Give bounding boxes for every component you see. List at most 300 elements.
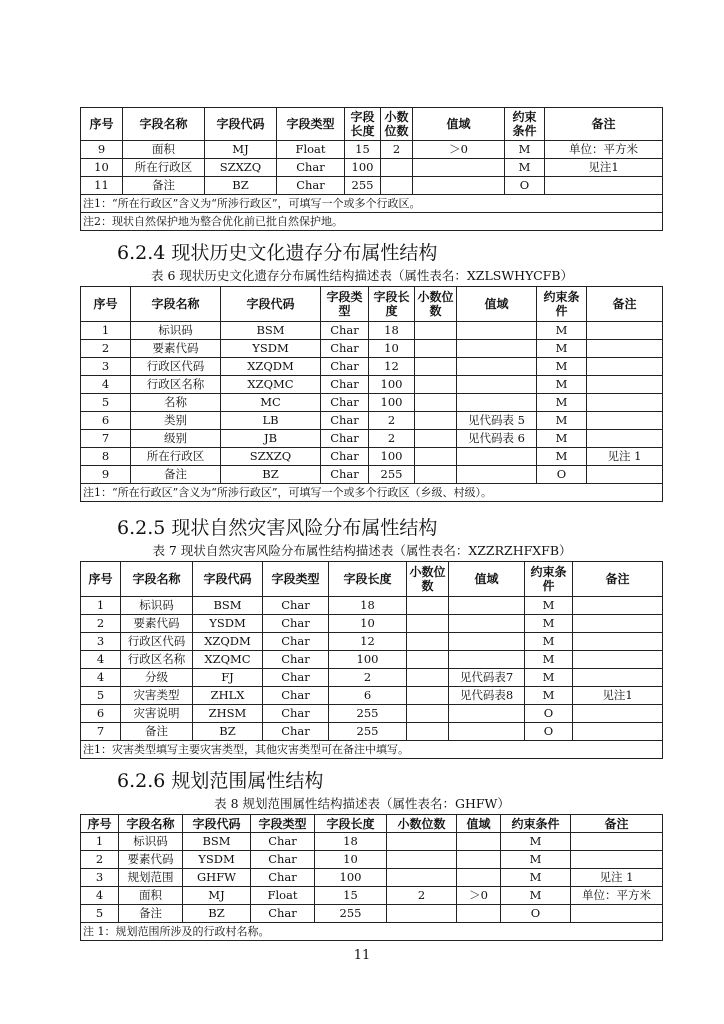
- table-cell: 单位：平方米: [545, 141, 663, 159]
- table-note: 注1：“所在行政区”含义为“所涉行政区”，可填写一个或多个行政区（乡级、村级）。: [81, 484, 663, 502]
- table-cell: [449, 723, 525, 741]
- table-note-row: [81, 741, 663, 759]
- table-cell: Char: [263, 669, 329, 687]
- table-cell: [415, 358, 457, 376]
- table-cell: [587, 322, 663, 340]
- table-cell: 所在行政区: [131, 448, 221, 466]
- table-cell: YSDM: [193, 615, 263, 633]
- table-header-cell: 小数位数: [387, 815, 457, 833]
- table-header-cell: 字段名称: [121, 562, 193, 597]
- table-row: [81, 615, 663, 633]
- table-cell: O: [525, 705, 573, 723]
- table-cell: [387, 869, 457, 887]
- table-row: [81, 723, 663, 741]
- table-cell: [587, 376, 663, 394]
- table-header-cell: 字段代码: [183, 815, 251, 833]
- table-6-header: [81, 287, 663, 322]
- table-row: [81, 376, 663, 394]
- table-cell: Char: [263, 651, 329, 669]
- table-8: [80, 814, 663, 941]
- table-cell: [545, 177, 663, 195]
- table-cell: Char: [263, 615, 329, 633]
- table-cell: M: [501, 869, 571, 887]
- table-cell: [573, 651, 663, 669]
- table-5-header: [81, 108, 663, 141]
- table-cell: [415, 340, 457, 358]
- table-cell: [387, 851, 457, 869]
- table-cell: 5: [81, 394, 131, 412]
- table-cell: M: [505, 159, 545, 177]
- table-cell: 3: [81, 358, 131, 376]
- table-note: 注 1：规划范围所涉及的行政村名称。: [81, 923, 663, 941]
- table-row: [81, 340, 663, 358]
- page-number: 11: [353, 948, 371, 963]
- table-cell: 9: [81, 141, 123, 159]
- table-cell: [407, 687, 449, 705]
- table-cell: 见代码表8: [449, 687, 525, 705]
- table-cell: Char: [321, 394, 369, 412]
- table-cell: 见注1: [545, 159, 663, 177]
- table-cell: [571, 833, 663, 851]
- table-6-caption: 表 6 现状历史文化遗存分布属性结构描述表（属性表名：XZLSWHYCFB）: [150, 268, 574, 283]
- table-cell: SZXZQ: [205, 159, 277, 177]
- table-cell: M: [537, 394, 587, 412]
- table-header-cell: 序号: [81, 108, 123, 141]
- table-row: [81, 177, 663, 195]
- table-cell: BZ: [193, 723, 263, 741]
- table-cell: 15: [315, 887, 387, 905]
- table-header-cell: 字段类型: [321, 287, 369, 322]
- table-cell: 7: [81, 723, 121, 741]
- table-cell: 3: [81, 633, 121, 651]
- table-cell: YSDM: [221, 340, 321, 358]
- table-cell: M: [501, 833, 571, 851]
- table-cell: 5: [81, 905, 119, 923]
- table-cell: Char: [263, 705, 329, 723]
- table-cell: [457, 376, 537, 394]
- table-cell: BSM: [221, 322, 321, 340]
- table-cell: 12: [329, 633, 407, 651]
- table-header-cell: 备注: [587, 287, 663, 322]
- table-cell: [449, 705, 525, 723]
- table-cell: [407, 633, 449, 651]
- table-cell: [587, 340, 663, 358]
- table-8-header: [81, 815, 663, 833]
- table-cell: [407, 705, 449, 723]
- table-row: [81, 430, 663, 448]
- table-cell: 10: [315, 851, 387, 869]
- table-header-cell: 字段长度: [329, 562, 407, 597]
- table-cell: 3: [81, 869, 119, 887]
- table-cell: M: [537, 322, 587, 340]
- table-cell: ＞0: [457, 887, 501, 905]
- table-cell: Float: [251, 887, 315, 905]
- table-cell: [587, 430, 663, 448]
- table-cell: 2: [381, 141, 413, 159]
- table-cell: [573, 669, 663, 687]
- table-cell: 255: [329, 723, 407, 741]
- table-row: [81, 633, 663, 651]
- table-note-row: [81, 213, 663, 231]
- table-8-container: [80, 814, 662, 941]
- table-cell: [573, 705, 663, 723]
- table-cell: O: [525, 723, 573, 741]
- table-note-row: [81, 484, 663, 502]
- table-row: [81, 412, 663, 430]
- table-header-cell: 序号: [81, 287, 131, 322]
- table-cell: [415, 322, 457, 340]
- table-cell: 见代码表 5: [457, 412, 537, 430]
- table-cell: GHFW: [183, 869, 251, 887]
- table-cell: Char: [321, 322, 369, 340]
- table-cell: 见注1: [573, 687, 663, 705]
- table-cell: 6: [329, 687, 407, 705]
- table-header-cell: 值域: [457, 287, 537, 322]
- table-cell: M: [525, 597, 573, 615]
- table-cell: Char: [251, 905, 315, 923]
- table-cell: 2: [387, 887, 457, 905]
- table-cell: [457, 394, 537, 412]
- table-cell: 2: [81, 851, 119, 869]
- table-header-cell: 字段代码: [193, 562, 263, 597]
- table-cell: M: [537, 430, 587, 448]
- table-header-cell: 序号: [81, 562, 121, 597]
- table-cell: 255: [369, 466, 415, 484]
- table-header-cell: 约束条件: [505, 108, 545, 141]
- table-cell: [573, 615, 663, 633]
- table-row: [81, 887, 663, 905]
- table-cell: 11: [81, 177, 123, 195]
- table-cell: XZQDM: [221, 358, 321, 376]
- table-cell: 255: [345, 177, 381, 195]
- table-cell: 18: [329, 597, 407, 615]
- table-header-cell: 字段类型: [263, 562, 329, 597]
- table-cell: [457, 466, 537, 484]
- table-cell: [407, 723, 449, 741]
- table-cell: 行政区名称: [121, 651, 193, 669]
- table-cell: M: [537, 448, 587, 466]
- table-cell: 见代码表7: [449, 669, 525, 687]
- section-heading-6-2-4: 6.2.4 现状历史文化遗存分布属性结构: [117, 242, 438, 264]
- table-cell: [457, 869, 501, 887]
- table-cell: 255: [329, 705, 407, 723]
- table-cell: BZ: [205, 177, 277, 195]
- table-cell: 100: [369, 376, 415, 394]
- table-cell: [387, 833, 457, 851]
- table-row: [81, 322, 663, 340]
- table-cell: [457, 340, 537, 358]
- table-row: [81, 705, 663, 723]
- table-cell: M: [537, 340, 587, 358]
- table-header-cell: 字段名称: [123, 108, 205, 141]
- table-cell: 100: [345, 159, 381, 177]
- table-cell: 备注: [123, 177, 205, 195]
- table-row: [81, 833, 663, 851]
- table-cell: [571, 851, 663, 869]
- table-cell: [407, 597, 449, 615]
- table-7: [80, 561, 663, 759]
- table-cell: BZ: [183, 905, 251, 923]
- table-cell: 行政区名称: [131, 376, 221, 394]
- table-cell: Char: [263, 597, 329, 615]
- table-header-cell: 字段长度: [345, 108, 381, 141]
- table-cell: M: [525, 615, 573, 633]
- table-5: [80, 107, 663, 231]
- table-6: [80, 286, 663, 502]
- table-cell: 备注: [131, 466, 221, 484]
- table-cell: Char: [321, 412, 369, 430]
- table-cell: 2: [369, 430, 415, 448]
- table-row: [81, 687, 663, 705]
- table-cell: 18: [369, 322, 415, 340]
- section-heading-6-2-6: 6.2.6 规划范围属性结构: [117, 770, 324, 792]
- table-header-cell: 值域: [413, 108, 505, 141]
- table-header-cell: 约束条件: [537, 287, 587, 322]
- table-cell: [457, 833, 501, 851]
- table-cell: [415, 430, 457, 448]
- table-cell: O: [505, 177, 545, 195]
- table-cell: LB: [221, 412, 321, 430]
- table-cell: 100: [315, 869, 387, 887]
- table-cell: 2: [81, 615, 121, 633]
- table-cell: 10: [329, 615, 407, 633]
- table-row: [81, 669, 663, 687]
- table-cell: Char: [321, 448, 369, 466]
- table-cell: Char: [263, 687, 329, 705]
- table-cell: [573, 633, 663, 651]
- table-cell: 10: [369, 340, 415, 358]
- table-header-cell: 字段长度: [369, 287, 415, 322]
- table-cell: [407, 651, 449, 669]
- table-cell: 备注: [121, 723, 193, 741]
- table-cell: M: [525, 633, 573, 651]
- table-note-row: [81, 195, 663, 213]
- table-cell: [587, 394, 663, 412]
- table-cell: 5: [81, 687, 121, 705]
- table-header-cell: 约束条件: [501, 815, 571, 833]
- table-header-cell: 约束条件: [525, 562, 573, 597]
- table-header-cell: 字段名称: [131, 287, 221, 322]
- table-cell: 4: [81, 887, 119, 905]
- table-cell: BSM: [183, 833, 251, 851]
- table-cell: MC: [221, 394, 321, 412]
- table-cell: O: [537, 466, 587, 484]
- table-row: [81, 466, 663, 484]
- table-cell: M: [525, 687, 573, 705]
- table-cell: M: [501, 851, 571, 869]
- table-note: 注1：“所在行政区”含义为“所涉行政区”，可填写一个或多个行政区。: [81, 195, 663, 213]
- table-cell: [587, 466, 663, 484]
- table-cell: Char: [321, 430, 369, 448]
- table-cell: M: [525, 669, 573, 687]
- table-cell: 所在行政区: [123, 159, 205, 177]
- table-6-container: [80, 286, 662, 502]
- table-cell: MJ: [205, 141, 277, 159]
- table-cell: [449, 597, 525, 615]
- table-header-cell: 字段代码: [205, 108, 277, 141]
- table-cell: 255: [315, 905, 387, 923]
- table-cell: Char: [277, 159, 345, 177]
- table-cell: 规划范围: [119, 869, 183, 887]
- table-cell: [381, 159, 413, 177]
- table-7-caption: 表 7 现状自然灾害风险分布属性结构描述表（属性表名：XZZRZHFXFB）: [152, 543, 572, 558]
- table-cell: 要素代码: [119, 851, 183, 869]
- table-cell: 备注: [119, 905, 183, 923]
- table-cell: [457, 851, 501, 869]
- table-cell: [449, 651, 525, 669]
- table-cell: MJ: [183, 887, 251, 905]
- table-cell: [457, 448, 537, 466]
- table-cell: XZQMC: [193, 651, 263, 669]
- table-cell: M: [501, 887, 571, 905]
- table-cell: [573, 597, 663, 615]
- table-cell: [415, 448, 457, 466]
- table-8-caption: 表 8 规划范围属性结构描述表（属性表名：GHFW）: [214, 796, 510, 811]
- table-cell: 标识码: [131, 322, 221, 340]
- table-cell: [571, 905, 663, 923]
- table-cell: YSDM: [183, 851, 251, 869]
- table-cell: 4: [81, 376, 131, 394]
- table-cell: 类别: [131, 412, 221, 430]
- table-header-cell: 小数位数: [415, 287, 457, 322]
- table-cell: [415, 412, 457, 430]
- table-cell: [573, 723, 663, 741]
- table-5-container: [80, 107, 662, 231]
- table-cell: 见注 1: [587, 448, 663, 466]
- table-cell: Char: [321, 376, 369, 394]
- table-cell: Char: [263, 633, 329, 651]
- table-row: [81, 394, 663, 412]
- table-cell: [413, 159, 505, 177]
- table-row: [81, 141, 663, 159]
- table-cell: 4: [81, 651, 121, 669]
- table-row: [81, 597, 663, 615]
- table-cell: 18: [315, 833, 387, 851]
- table-header-cell: 序号: [81, 815, 119, 833]
- table-cell: M: [537, 376, 587, 394]
- table-cell: 4: [81, 669, 121, 687]
- table-cell: Char: [321, 358, 369, 376]
- table-note: 注2：现状自然保护地为整合优化前已批自然保护地。: [81, 213, 663, 231]
- table-cell: 6: [81, 412, 131, 430]
- table-cell: 级别: [131, 430, 221, 448]
- table-header-cell: 小数位数: [407, 562, 449, 597]
- table-cell: [587, 412, 663, 430]
- table-header-cell: 备注: [545, 108, 663, 141]
- table-cell: BZ: [221, 466, 321, 484]
- table-cell: [413, 177, 505, 195]
- table-cell: FJ: [193, 669, 263, 687]
- table-cell: 100: [329, 651, 407, 669]
- table-cell: 灾害类型: [121, 687, 193, 705]
- table-7-container: [80, 561, 662, 759]
- table-header-cell: 字段类型: [251, 815, 315, 833]
- table-cell: BSM: [193, 597, 263, 615]
- table-cell: [407, 669, 449, 687]
- table-cell: M: [537, 412, 587, 430]
- table-cell: XZQMC: [221, 376, 321, 394]
- table-cell: [407, 615, 449, 633]
- table-cell: 1: [81, 597, 121, 615]
- table-cell: M: [537, 358, 587, 376]
- section-heading-6-2-5: 6.2.5 现状自然灾害风险分布属性结构: [117, 517, 438, 539]
- table-cell: 2: [329, 669, 407, 687]
- table-cell: [387, 905, 457, 923]
- table-cell: [449, 615, 525, 633]
- table-cell: 名称: [131, 394, 221, 412]
- table-cell: Char: [277, 177, 345, 195]
- table-note-row: [81, 923, 663, 941]
- table-row: [81, 448, 663, 466]
- table-cell: Char: [251, 869, 315, 887]
- table-note: 注1：灾害类型填写主要灾害类型，其他灾害类型可在备注中填写。: [81, 741, 663, 759]
- table-cell: [415, 466, 457, 484]
- table-header-cell: 字段名称: [119, 815, 183, 833]
- table-cell: ZHSM: [193, 705, 263, 723]
- table-cell: 8: [81, 448, 131, 466]
- table-cell: 2: [81, 340, 131, 358]
- table-cell: ZHLX: [193, 687, 263, 705]
- table-cell: JB: [221, 430, 321, 448]
- table-cell: Float: [277, 141, 345, 159]
- table-cell: O: [501, 905, 571, 923]
- table-cell: 要素代码: [121, 615, 193, 633]
- table-cell: 行政区代码: [121, 633, 193, 651]
- table-header-cell: 字段类型: [277, 108, 345, 141]
- table-header-cell: 值域: [457, 815, 501, 833]
- table-cell: 2: [369, 412, 415, 430]
- table-header-cell: 字段长度: [315, 815, 387, 833]
- table-cell: M: [525, 651, 573, 669]
- table-cell: 9: [81, 466, 131, 484]
- table-cell: Char: [251, 851, 315, 869]
- table-cell: 12: [369, 358, 415, 376]
- table-cell: Char: [321, 340, 369, 358]
- table-cell: [381, 177, 413, 195]
- table-header-cell: 备注: [573, 562, 663, 597]
- table-cell: 分级: [121, 669, 193, 687]
- table-cell: 标识码: [121, 597, 193, 615]
- table-cell: [457, 905, 501, 923]
- table-row: [81, 905, 663, 923]
- table-cell: 面积: [123, 141, 205, 159]
- table-cell: [457, 322, 537, 340]
- table-cell: 面积: [119, 887, 183, 905]
- table-cell: 灾害说明: [121, 705, 193, 723]
- table-cell: 1: [81, 833, 119, 851]
- table-row: [81, 358, 663, 376]
- table-cell: 见注 1: [571, 869, 663, 887]
- table-row: [81, 159, 663, 177]
- table-cell: 100: [369, 448, 415, 466]
- table-cell: 标识码: [119, 833, 183, 851]
- table-row: [81, 651, 663, 669]
- table-cell: 6: [81, 705, 121, 723]
- table-header-cell: 字段代码: [221, 287, 321, 322]
- table-row: [81, 851, 663, 869]
- table-cell: 行政区代码: [131, 358, 221, 376]
- table-header-cell: 值域: [449, 562, 525, 597]
- table-cell: 单位：平方米: [571, 887, 663, 905]
- table-cell: Char: [321, 466, 369, 484]
- table-7-header: [81, 562, 663, 597]
- table-cell: [457, 358, 537, 376]
- table-cell: 见代码表 6: [457, 430, 537, 448]
- table-cell: 要素代码: [131, 340, 221, 358]
- table-cell: 10: [81, 159, 123, 177]
- table-row: [81, 869, 663, 887]
- table-cell: [587, 358, 663, 376]
